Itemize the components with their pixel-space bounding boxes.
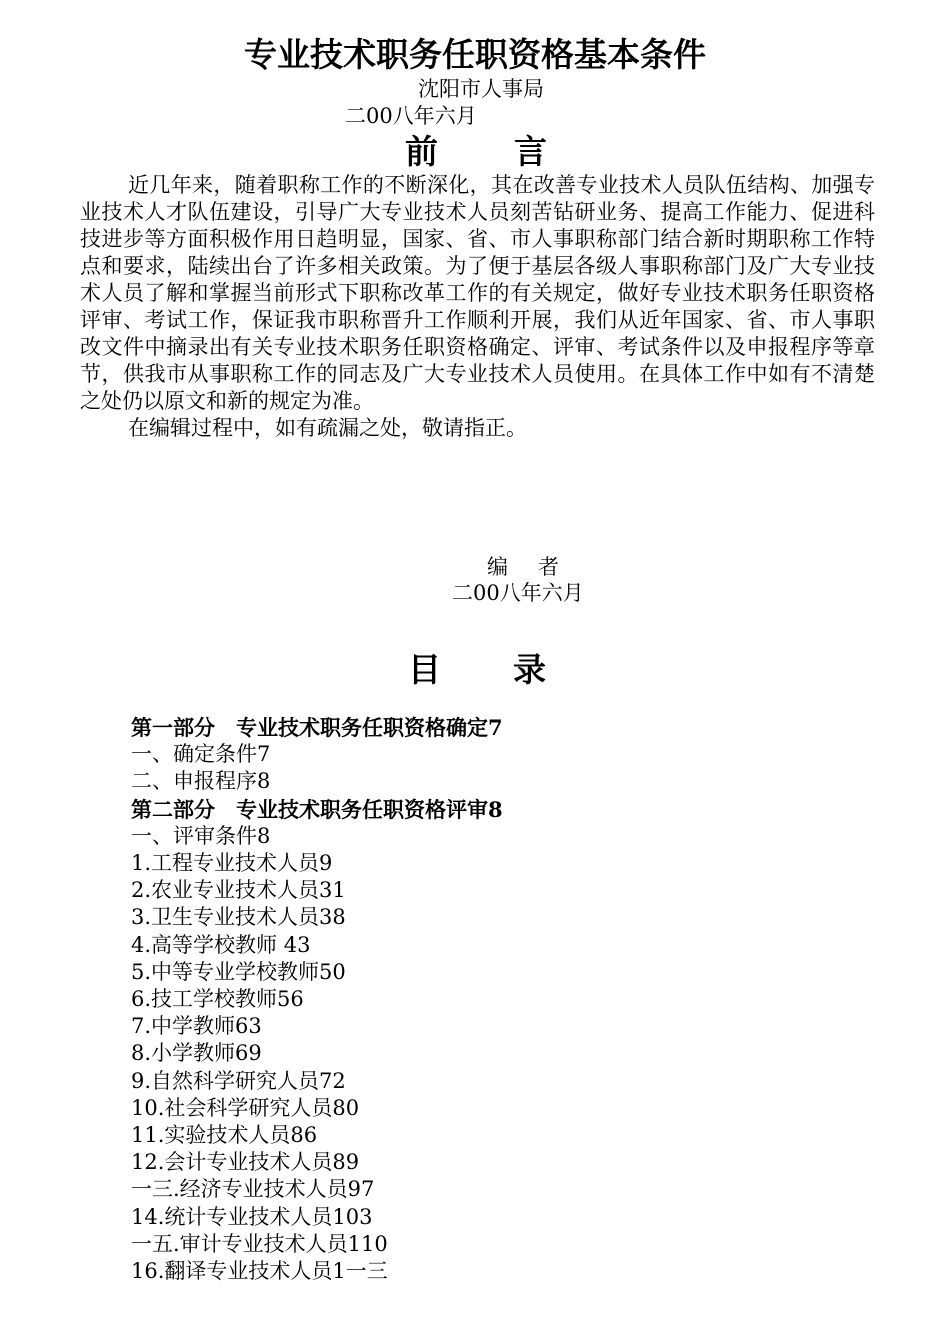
- toc-entry[interactable]: 12.会计专业技术人员89: [131, 1150, 360, 1175]
- preface-signature: 编者: [487, 555, 589, 579]
- toc-entry[interactable]: 6.技工学校教师56: [131, 987, 304, 1012]
- document-title: 专业技术职务任职资格基本条件: [244, 35, 706, 74]
- toc-entry[interactable]: 10.社会科学研究人员80: [131, 1095, 360, 1120]
- toc-entry[interactable]: 二、申报程序8: [131, 769, 271, 794]
- toc-entry[interactable]: 2.农业专业技术人员31: [131, 878, 346, 903]
- toc-entry[interactable]: 5.中等专业学校教师50: [131, 959, 346, 984]
- toc-entry[interactable]: 第一部分 专业技术职务任职资格确定7: [131, 715, 503, 740]
- toc-entry[interactable]: 一、评审条件8: [131, 823, 271, 848]
- toc-entry[interactable]: 9.自然科学研究人员72: [131, 1068, 346, 1093]
- preface-heading: 前言: [405, 132, 623, 171]
- toc-entry[interactable]: 16.翻译专业技术人员1一三: [131, 1259, 388, 1284]
- toc-entry[interactable]: 8.小学教师69: [131, 1041, 262, 1066]
- preface-signature-date: 二00八年六月: [452, 581, 584, 605]
- toc-entry[interactable]: 3.卫生专业技术人员38: [131, 905, 346, 930]
- toc-entry[interactable]: 一、确定条件7: [131, 742, 271, 767]
- toc-entry[interactable]: 14.统计专业技术人员103: [131, 1204, 373, 1229]
- issue-date: 二00八年六月: [345, 104, 477, 128]
- toc-entry[interactable]: 1.工程专业技术人员9: [131, 851, 333, 876]
- preface-body: [80, 172, 875, 442]
- toc-entry[interactable]: 第二部分 专业技术职务任职资格评审8: [131, 796, 503, 822]
- toc-heading: 目录: [408, 650, 618, 689]
- toc-entry[interactable]: 一五.审计专业技术人员110: [131, 1231, 388, 1256]
- preface-paragraph: 在编辑过程中，如有疏漏之处，敬请指正。: [128, 416, 527, 440]
- preface-paragraph: 近几年来，随着职称工作的不断深化，其在改善专业技术人员队伍结构、加强专业技术人才队伍建设，引导广大专业技术人员刻苦钻研业务、提高工作能力、促进科技进步等方面积极作用日趋明显，国家、省、市人事职称部门结合新时期职称工作特点和要求，陆续出台了许多相关政策。为了便于基层各级人事职称部门及广大专业技术人员了解和掌握当前形式下职称改革工作的有关规定，做好专业技术职务任职资格评审、考试工作，保证我市职称晋升工作顺利开展，我们从近年国家、省、市人事职改文件中摘录出有关专业技术职务任职资格确定、评审、考试条件以及申报程序等章节，供我市从事职称工作的同志及广大专业技术人员使用。在具体工作中如有不清楚之处仍以原文和新的规定为准。: [80, 173, 875, 413]
- table-of-contents: [131, 714, 831, 1285]
- toc-entry[interactable]: 4.高等学校教师 43: [131, 932, 311, 957]
- toc-entry[interactable]: 7.中学教师63: [131, 1014, 262, 1039]
- issuing-organization: 沈阳市人事局: [418, 77, 544, 101]
- toc-entry[interactable]: 11.实验技术人员86: [131, 1123, 318, 1148]
- toc-entry[interactable]: 一三.经济专业技术人员97: [131, 1177, 375, 1202]
